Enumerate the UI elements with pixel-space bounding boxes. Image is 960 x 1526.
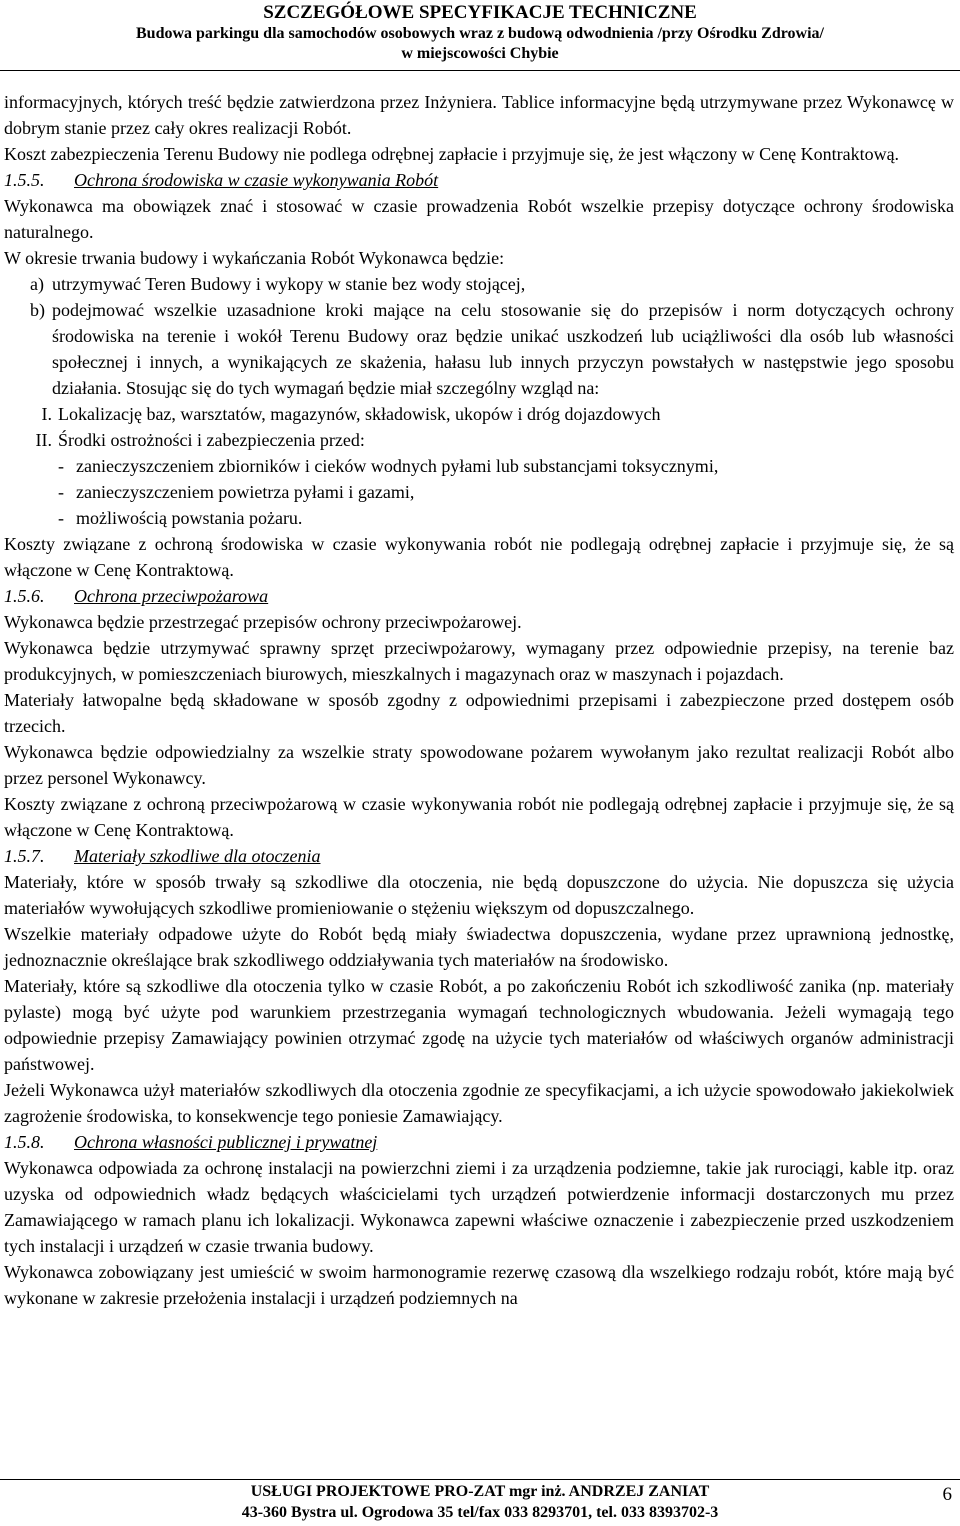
paragraph: Materiały łatwopalne będą składowane w sposób zgodny z odpowiednimi przepisami i zabezpieczone przed dostępem osób trzecich. bbox=[4, 690, 954, 736]
list-item bbox=[58, 505, 954, 531]
dash-marker: - bbox=[58, 456, 64, 476]
paragraph: Koszty związane z ochroną przeciwpożarową w czasie wykonywania robót nie podlegają odrębnej zapłacie i przyjmuje się, że są włączone w Cenę Kontraktową. bbox=[4, 794, 954, 840]
list-item bbox=[4, 271, 954, 297]
paragraph: Wykonawca będzie odpowiedzialny za wszelkie straty spowodowane pożarem wywołanym jako rezultat realizacji Robót albo przez personel Wykonawcy. bbox=[4, 742, 954, 788]
paragraph: Koszt zabezpieczenia Terenu Budowy nie podlega odrębnej zapłacie i przyjmuje się, że jest włączony w Cenę Kontraktową. bbox=[4, 144, 900, 164]
section-title: Ochrona przeciwpożarowa bbox=[74, 586, 269, 606]
page-header bbox=[0, 2, 960, 68]
section-heading-1-5-8 bbox=[4, 1129, 954, 1155]
list-item-text: możliwością powstania pożaru. bbox=[76, 508, 303, 528]
section-heading-1-5-5 bbox=[4, 167, 954, 193]
list-item-text: Środki ostrożności i zabezpieczenia przed: bbox=[58, 430, 365, 450]
section-title: Ochrona środowiska w czasie wykonywania Robót bbox=[74, 170, 439, 190]
list-item bbox=[4, 427, 954, 453]
paragraph: Materiały, które są szkodliwe dla otoczenia tylko w czasie Robót, a po zakończeniu Robót ich szkodliwość zanika (np. materiały pylaste) mogą być użyte pod warunkiem przestrzegania wymagań technologicznych wbudowania. Jeżeli wymagają tego odpowiednie przepisy Zamawiający powinien otrzymać zgodę na użycie tych materiałów od właściwych organów administracji państwowej. bbox=[4, 976, 954, 1074]
lettered-list bbox=[4, 271, 954, 401]
list-item bbox=[58, 479, 954, 505]
section-number: 1.5.6. bbox=[4, 586, 45, 606]
paragraph: Materiały, które w sposób trwały są szkodliwe dla otoczenia, nie będą dopuszczone do użycia. Nie dopuszcza się użycia materiałów wywołujących szkodliwe promieniowanie o stężeniu większym od dopuszczalnego. bbox=[4, 872, 954, 918]
list-item bbox=[4, 401, 954, 427]
header-project: Budowa parkingu dla samochodów osobowych wraz z budową odwodnienia /przy Ośrodku Zdrowia/ bbox=[136, 25, 824, 42]
list-item-text: utrzymywać Teren Budowy i wykopy w stanie bez wody stojącej, bbox=[52, 274, 526, 294]
section-heading-1-5-7 bbox=[4, 843, 954, 869]
list-marker: II. bbox=[35, 430, 52, 450]
list-marker: b) bbox=[30, 300, 45, 320]
list-item-text: podejmować wszelkie uzasadnione kroki mające na celu stosowanie się do przepisów i norm dotyczących ochrony środowiska na terenie i wokół Terenu Budowy oraz będzie unikać uszkodzeń lub uciążliwości dla osób lub własności społecznej i innych, a wynikających ze skażenia, hałasu lub innych przyczyn powstałych w następstwie jego sposobu działania. Stosując się do tych wymagań będzie miał szczególny wzgląd na: bbox=[52, 300, 954, 398]
list-item-text: Lokalizację baz, warsztatów, magazynów, składowisk, ukopów i dróg dojazdowych bbox=[58, 404, 661, 424]
paragraph: Wykonawca odpowiada za ochronę instalacji na powierzchni ziemi i za urządzenia podziemne, takie jak rurociągi, kable itp. oraz uzyska od odpowiednich władz będących właścicielami tych urządzeń potwierdzenie informacji dostarczonych mu przez Zamawiającego w ramach planu ich lokalizacji. Wykonawca zapewni właściwe oznaczenie i zabezpieczenie przed uszkodzeniem tych instalacji i urządzeń w czasie trwania budowy. bbox=[4, 1158, 954, 1256]
section-title: Materiały szkodliwe dla otoczenia bbox=[74, 846, 321, 866]
footer-company: USŁUGI PROJEKTOWE PRO-ZAT mgr inż. ANDRZEJ ZANIAT bbox=[250, 1483, 710, 1500]
paragraph: Wykonawca ma obowiązek znać i stosować w czasie prowadzenia Robót wszelkie przepisy dotyczące ochrony środowiska naturalnego. bbox=[4, 196, 954, 242]
footer-divider bbox=[0, 1479, 960, 1480]
section-number: 1.5.5. bbox=[4, 170, 45, 190]
paragraph: Koszty związane z ochroną środowiska w czasie wykonywania robót nie podlegają odrębnej zapłacie i przyjmuje się, że są włączone w Cenę Kontraktową. bbox=[4, 534, 954, 580]
section-heading-1-5-6 bbox=[4, 583, 954, 609]
header-divider bbox=[0, 70, 960, 71]
list-item bbox=[58, 453, 954, 479]
document-body bbox=[4, 89, 954, 1311]
page-footer bbox=[0, 1481, 960, 1525]
list-marker: I. bbox=[41, 404, 52, 424]
paragraph: Wszelkie materiały odpadowe użyte do Robót będą miały świadectwa dopuszczenia, wydane przez uprawnioną jednostkę, jednoznacznie określające brak szkodliwego oddziaływania tych materiałów na środowisko. bbox=[4, 924, 954, 970]
paragraph: W okresie trwania budowy i wykańczania Robót Wykonawca będzie: bbox=[4, 248, 505, 268]
list-item-text: zanieczyszczeniem zbiorników i cieków wodnych pyłami lub substancjami toksycznymi, bbox=[76, 456, 719, 476]
dash-list bbox=[4, 453, 954, 531]
list-marker: a) bbox=[30, 274, 44, 294]
paragraph: Jeżeli Wykonawca użył materiałów szkodliwych dla otoczenia zgodnie ze specyfikacjami, a ich użycie spowodowało jakiekolwiek zagrożenie środowiska, to konsekwencje tego poniesie Zamawiający. bbox=[4, 1080, 954, 1126]
dash-marker: - bbox=[58, 508, 64, 528]
dash-marker: - bbox=[58, 482, 64, 502]
header-title: SZCZEGÓŁOWE SPECYFIKACJE TECHNICZNE bbox=[263, 2, 697, 23]
paragraph: Wykonawca zobowiązany jest umieścić w swoim harmonogramie rezerwę czasową dla wszelkiego rodzaju robót, które mają być wykonane w zakresie przełożenia instalacji i urządzeń podziemnych na bbox=[4, 1262, 954, 1308]
list-item bbox=[4, 297, 954, 401]
paragraph: informacyjnych, których treść będzie zatwierdzona przez Inżyniera. Tablice informacyjne będą utrzymywane przez Wykonawcę w dobrym stanie przez cały okres realizacji Robót. bbox=[4, 92, 954, 138]
section-title: Ochrona własności publicznej i prywatnej bbox=[74, 1132, 378, 1152]
section-number: 1.5.7. bbox=[4, 846, 45, 866]
header-location: w miejscowości Chybie bbox=[401, 45, 559, 62]
section-number: 1.5.8. bbox=[4, 1132, 45, 1152]
page-number: 6 bbox=[942, 1484, 952, 1505]
footer-address: 43-360 Bystra ul. Ogrodowa 35 tel/fax 033 8293701, tel. 033 8393702-3 bbox=[241, 1504, 719, 1521]
list-item-text: zanieczyszczeniem powietrza pyłami i gazami, bbox=[76, 482, 415, 502]
paragraph: Wykonawca będzie utrzymywać sprawny sprzęt przeciwpożarowy, wymagany przez odpowiednie przepisy, na terenie baz produkcyjnych, w pomieszczeniach biurowych, mieszkalnych i magazynach oraz w maszynach i pojazdach. bbox=[4, 638, 954, 684]
roman-list bbox=[4, 401, 954, 453]
paragraph: Wykonawca będzie przestrzegać przepisów ochrony przeciwpożarowej. bbox=[4, 612, 522, 632]
